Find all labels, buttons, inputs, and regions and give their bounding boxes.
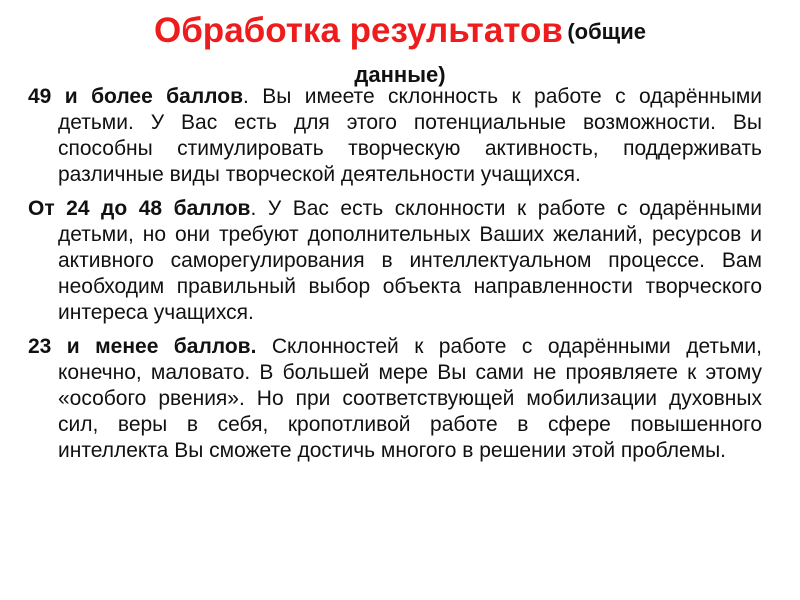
score-range-low: 23 и менее баллов. bbox=[28, 335, 257, 358]
score-range-medium: От 24 до 48 баллов bbox=[28, 197, 251, 220]
result-text-low: Склонностей к работе с одарёнными детьми, конечно, маловато. В большей мере Вы сами не проявляете к этому «особого рвения». Но при соответствующей мобилизации духовных сил, веры в себя, кропотливой работе в сфере повышенного интеллекта Вы сможете достичь многого в решении этой проблемы. bbox=[58, 335, 762, 462]
result-paragraph-low bbox=[28, 334, 762, 464]
score-range-high: 49 и более баллов bbox=[28, 85, 243, 108]
slide-title bbox=[0, 8, 800, 61]
title-subtitle-part1: (общие bbox=[567, 19, 647, 44]
result-paragraph-medium bbox=[28, 196, 762, 326]
result-text-medium: . У Вас есть склонности к работе с одарёнными детьми, но они требуют дополнительных Ваших желаний, ресурсов и активного саморегулирования в интеллектуальном процессе. Вам необходим правильный выбор объекта направленности творческого интереса учащихся. bbox=[58, 197, 762, 324]
title-subtitle-part2: данные) bbox=[354, 62, 446, 87]
results-text bbox=[28, 84, 762, 472]
result-text-high: . Вы имеете склонность к работе с одарёнными детьми. У Вас есть для этого потенциальные возможности. Вы способны стимулировать творческую активность, поддерживать различные виды творческой деятельности учащихся. bbox=[58, 85, 762, 186]
result-paragraph-high bbox=[28, 84, 762, 188]
title-main: Обработка результатов bbox=[153, 11, 563, 50]
